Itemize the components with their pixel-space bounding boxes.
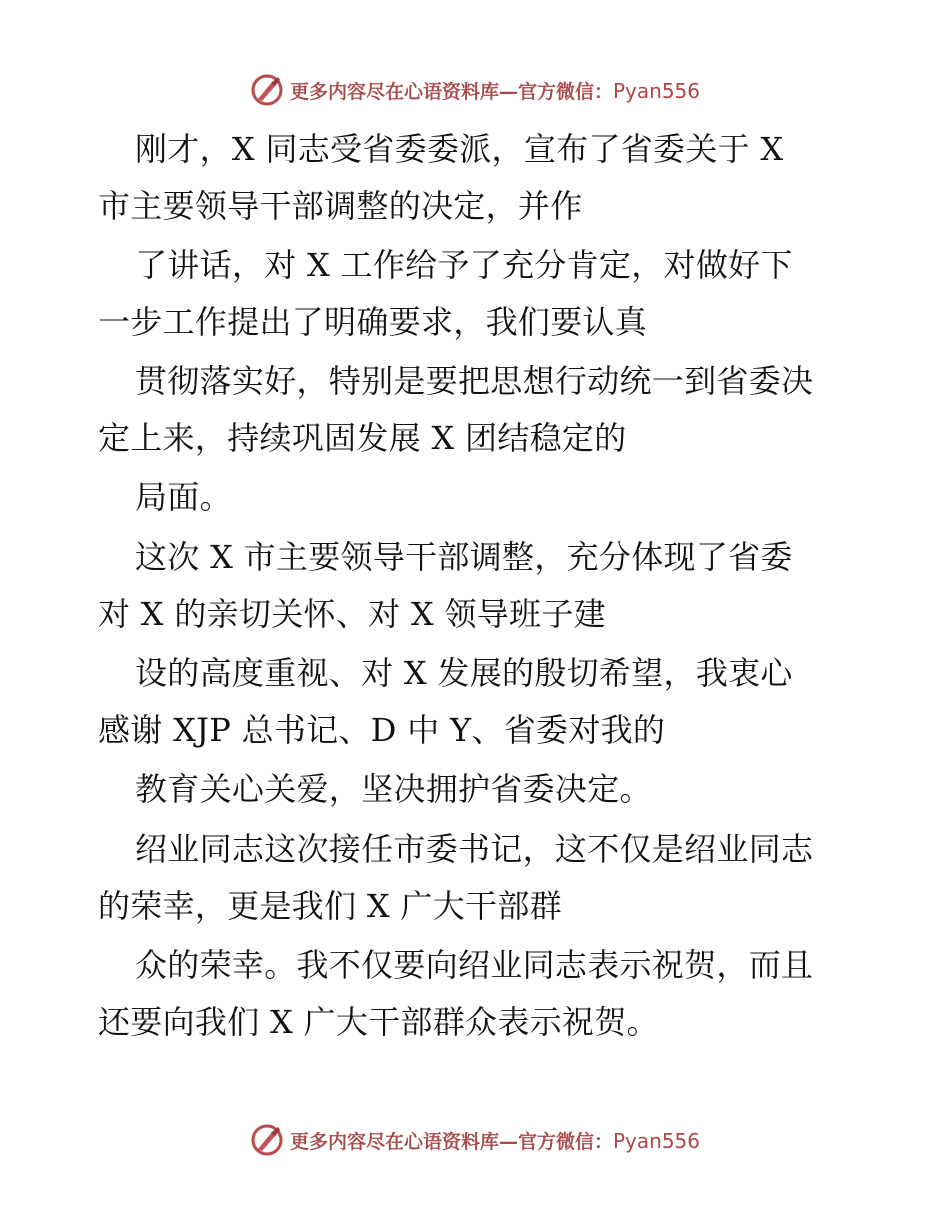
quill-logo-icon: [250, 73, 284, 107]
header-watermark-banner: [0, 70, 950, 110]
text-line: 刚才，X 同志受省委委派，宣布了省委关于 X: [135, 130, 784, 168]
text-line: 绍业同志这次接任市委书记，这不仅是绍业同志: [135, 830, 814, 868]
text-line: 感谢 XJP 总书记、D 中 Y、省委对我的: [98, 711, 666, 749]
footer-watermark-banner: [0, 1120, 950, 1160]
quill-logo-icon: [250, 1123, 284, 1157]
text-line: 设的高度重视、对 X 发展的殷切希望，我衷心: [135, 654, 793, 692]
banner-text: [290, 1127, 700, 1154]
text-line: 贯彻落实好，特别是要把思想行动统一到省委决: [135, 362, 814, 400]
text-line: 对 X 的亲切关怀、对 X 领导班子建: [98, 595, 606, 633]
text-line: 市主要领导干部调整的决定，并作: [98, 187, 583, 225]
text-line: 的荣幸，更是我们 X 广大干部群: [98, 887, 562, 925]
text-line: 众的荣幸。我不仅要向绍业同志表示祝贺，而且: [135, 946, 814, 984]
text-line: 一步工作提出了明确要求，我们要认真: [98, 303, 648, 341]
banner-text-wechat-id: Pyan556: [613, 1128, 701, 1153]
text-line: 定上来，持续巩固发展 X 团结稳定的: [98, 419, 627, 457]
banner-text-cn: 更多内容尽在心语资料库—官方微信：: [289, 80, 613, 103]
text-line: 局面。: [135, 478, 232, 516]
banner-text-cn: 更多内容尽在心语资料库—官方微信：: [289, 1130, 613, 1153]
text-line: 了讲话，对 X 工作给予了充分肯定，对做好下: [135, 246, 793, 284]
text-line: 这次 X 市主要领导干部调整，充分体现了省委: [135, 538, 793, 576]
banner-text-wechat-id: Pyan556: [613, 78, 701, 103]
text-line: 还要向我们 X 广大干部群众表示祝贺。: [98, 1003, 659, 1041]
text-line: 教育关心关爱，坚决拥护省委决定。: [135, 770, 652, 808]
banner-text: [290, 77, 700, 104]
